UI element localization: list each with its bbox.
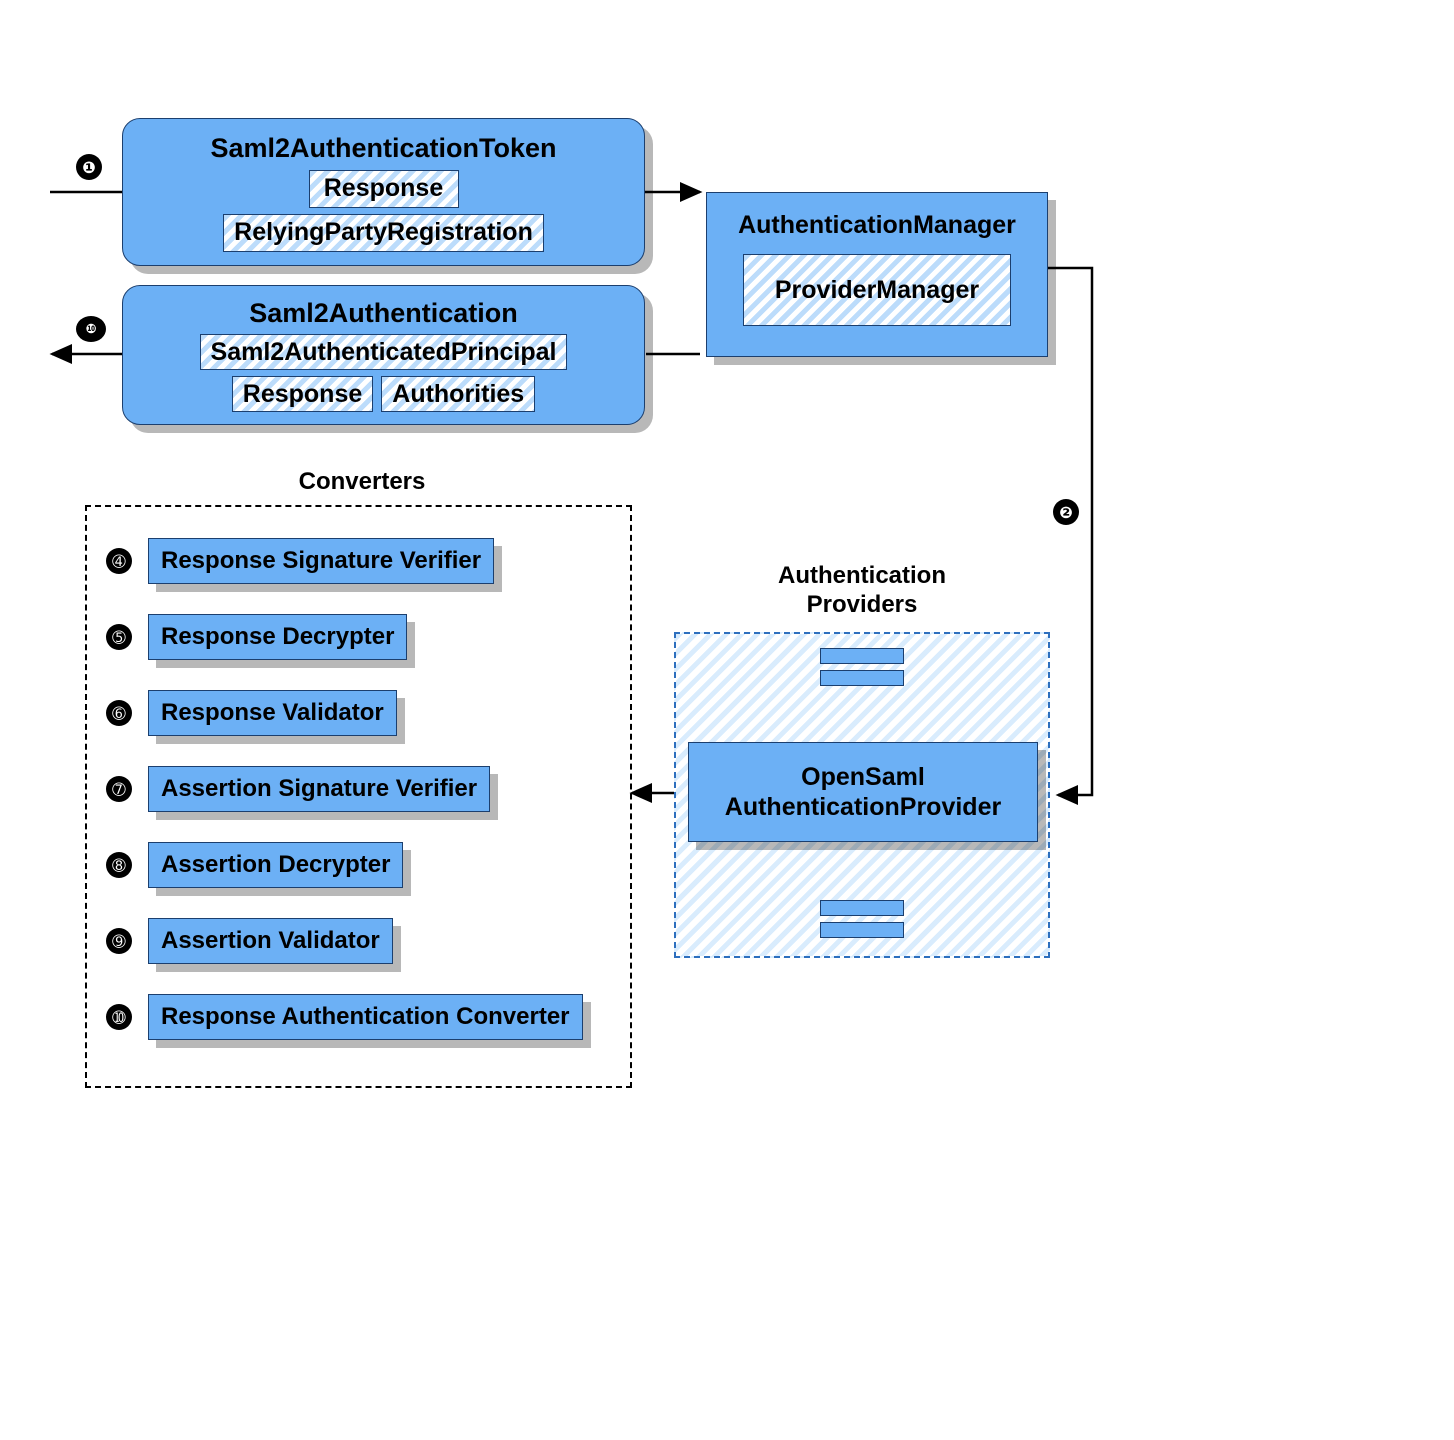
node-provider-line1: OpenSaml	[801, 763, 925, 791]
step-badge-2: ❷	[1053, 499, 1079, 525]
provider-stripe-top-2	[820, 670, 904, 686]
provider-stripe-bottom-1	[820, 900, 904, 916]
converter-response-validator[interactable]: Response Validator	[148, 690, 397, 736]
converters-caption: Converters	[298, 468, 426, 495]
providers-caption-line2: Providers	[806, 590, 918, 618]
converter-row-8	[106, 918, 393, 964]
converter-row-9	[106, 994, 583, 1040]
step-badge-5: ➅	[106, 700, 132, 726]
converter-row-5	[106, 690, 397, 736]
step-badge-9: ➉	[106, 1004, 132, 1030]
step-badge-3: ➃	[106, 548, 132, 574]
converter-assertion-signature-verifier[interactable]: Assertion Signature Verifier	[148, 766, 490, 812]
node-authentication-title: Saml2Authentication	[249, 298, 518, 328]
provider-stripe-top-1	[820, 648, 904, 664]
node-token-title: Saml2AuthenticationToken	[210, 132, 557, 163]
node-saml2-authentication-token[interactable]	[122, 118, 645, 266]
converter-response-decrypter[interactable]: Response Decrypter	[148, 614, 407, 660]
step-badge-7: ➇	[106, 852, 132, 878]
node-token-field-relyingpartyregistration: RelyingPartyRegistration	[223, 214, 544, 252]
step-badge-10	[76, 316, 106, 342]
node-opensaml-authentication-provider[interactable]	[688, 742, 1038, 842]
node-authentication-manager[interactable]	[706, 192, 1048, 357]
converter-assertion-decrypter[interactable]: Assertion Decrypter	[148, 842, 403, 888]
converter-response-signature-verifier[interactable]: Response Signature Verifier	[148, 538, 494, 584]
providers-caption	[712, 562, 1012, 620]
node-authentication-principal: Saml2AuthenticatedPrincipal	[200, 334, 568, 370]
node-token-field-response: Response	[309, 170, 459, 208]
converter-row-3	[106, 538, 494, 584]
node-saml2-authentication[interactable]	[122, 285, 645, 425]
node-authentication-field-row	[232, 376, 535, 412]
node-provider-line2: AuthenticationProvider	[724, 793, 1002, 821]
converter-row-6	[106, 766, 490, 812]
node-authentication-field-response: Response	[232, 376, 373, 412]
converter-row-7	[106, 842, 403, 888]
step-badge-1: ❶	[76, 154, 102, 180]
step-badge-6: ➆	[106, 776, 132, 802]
converter-assertion-validator[interactable]: Assertion Validator	[148, 918, 393, 964]
node-provider-manager: ProviderManager	[743, 254, 1011, 326]
node-manager-title: AuthenticationManager	[738, 211, 1016, 239]
step-badge-10-label: ❿	[85, 321, 97, 337]
step-badge-8: ➈	[106, 928, 132, 954]
node-authentication-field-authorities: Authorities	[381, 376, 535, 412]
providers-caption-line1: Authentication	[778, 562, 946, 589]
step-badge-4: ➄	[106, 624, 132, 650]
converter-row-4	[106, 614, 407, 660]
provider-stripe-bottom-2	[820, 922, 904, 938]
converter-response-authentication-converter[interactable]: Response Authentication Converter	[148, 994, 583, 1040]
